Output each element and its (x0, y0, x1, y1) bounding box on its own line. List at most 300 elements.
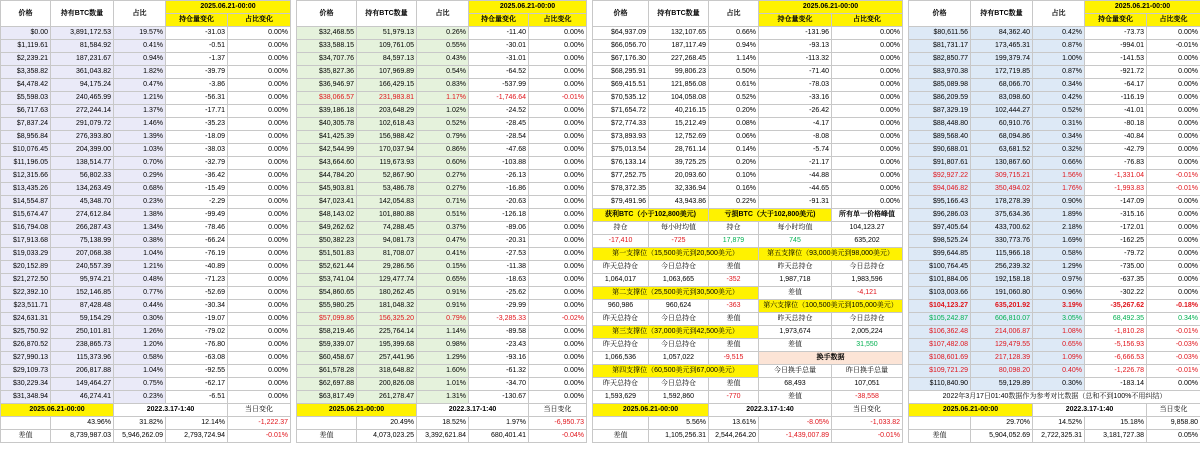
ratio-change-cell: -0.18% (1147, 300, 1200, 313)
price-cell: $16,794.08 (1, 222, 51, 235)
hold-change-cell: -6.51 (166, 391, 228, 404)
support-3-label: 第三支撑位（37,000美元到42,500美元） (593, 326, 759, 339)
hold-change-cell: -537.99 (469, 79, 529, 92)
btc-qty-cell: 102,618.43 (357, 118, 417, 131)
ratio-change-cell: 0.00% (529, 131, 587, 144)
data-row (1, 118, 291, 131)
btc-qty-cell: 102,444.27 (971, 105, 1033, 118)
data-row (297, 391, 587, 404)
loss-hourly-value: 745 (759, 235, 832, 248)
data-row (909, 79, 1200, 92)
hold-change-cell: -15.49 (166, 183, 228, 196)
loss-hourly-label: 每小时均值 (759, 222, 832, 235)
ratio-cell: 0.77% (114, 287, 166, 300)
hold-change-cell: -89.06 (469, 222, 529, 235)
ratio-cell: 0.70% (114, 157, 166, 170)
hold-change-cell: -31.03 (166, 27, 228, 40)
ratio-cell: 1.31% (417, 391, 469, 404)
header-ratio: 占比 (114, 1, 166, 27)
data-row (297, 352, 587, 365)
price-cell: $109,721.29 (909, 365, 971, 378)
price-cell: $15,674.47 (1, 209, 51, 222)
hold-change-cell: 68,492.35 (1085, 313, 1147, 326)
ratio-cell: 0.29% (114, 170, 166, 183)
sup2-today: 960,624 (649, 300, 709, 313)
ratio-cell: 0.97% (1033, 274, 1085, 287)
price-cell: $12,315.66 (1, 170, 51, 183)
hold-change-cell: -17.71 (166, 105, 228, 118)
header-date: 2025.06.21-00:00 (469, 1, 587, 14)
ratio-cell: 0.43% (417, 53, 469, 66)
price-cell: $99,644.85 (909, 248, 971, 261)
hold-change-cell: -30.01 (469, 40, 529, 53)
ratio-cell: 0.26% (417, 27, 469, 40)
hold-change-cell: -44.88 (759, 170, 832, 183)
price-cell: $70,535.12 (593, 92, 649, 105)
ratio-change-cell: 0.00% (228, 131, 291, 144)
ratio-change-cell: 0.00% (1147, 248, 1200, 261)
data-row (909, 131, 1200, 144)
btc-qty-cell: 87,428.48 (51, 300, 114, 313)
price-cell: $41,425.39 (297, 131, 357, 144)
btc-qty-cell: 94,081.73 (357, 235, 417, 248)
ratio-change-cell: 0.00% (529, 300, 587, 313)
price-cell: $48,143.02 (297, 209, 357, 222)
ratio-cell: 0.34% (1033, 131, 1085, 144)
col-diff: 差值 (709, 261, 759, 274)
hold-change-cell: -52.69 (166, 287, 228, 300)
ratio-cell: 0.58% (114, 352, 166, 365)
data-row (909, 339, 1200, 352)
btc-qty-cell: 227,268.45 (649, 53, 709, 66)
ratio-cell: 1.20% (114, 339, 166, 352)
footer-cell: -0.01% (832, 430, 903, 443)
ratio-change-cell: 0.00% (529, 209, 587, 222)
btc-qty-cell: 261,278.47 (357, 391, 417, 404)
data-row (1, 105, 291, 118)
support-2-label: 第二支撑位（25,500美元到30,500美元） (593, 287, 759, 300)
ratio-cell: 0.40% (1033, 365, 1085, 378)
btc-qty-cell: 29,286.56 (357, 261, 417, 274)
footer-cell: 680,401.41 (469, 430, 529, 443)
hold-change-cell: -130.67 (469, 391, 529, 404)
ratio-change-cell: 0.00% (1147, 118, 1200, 131)
hold-change-cell: -32.79 (166, 157, 228, 170)
sup6-today: 2,005,224 (832, 326, 903, 339)
footer-cell: 15.18% (1085, 417, 1147, 430)
ratio-change-cell: 0.00% (529, 66, 587, 79)
data-row (1, 235, 291, 248)
price-cell: $51,501.83 (297, 248, 357, 261)
ratio-change-cell: 0.00% (1147, 222, 1200, 235)
price-cell: $87,329.19 (909, 105, 971, 118)
header-ratio: 占比 (709, 1, 759, 27)
hold-change-cell: -99.49 (166, 209, 228, 222)
btc-qty-cell: 200,826.08 (357, 378, 417, 391)
hold-change-cell: -76.19 (166, 248, 228, 261)
hold-change-cell: -3.86 (166, 79, 228, 92)
hold-change-cell: -735.00 (1085, 261, 1147, 274)
btc-qty-cell: 350,494.02 (971, 183, 1033, 196)
ratio-cell: 1.38% (114, 209, 166, 222)
data-row (909, 157, 1200, 170)
hold-change-cell: -78.03 (759, 79, 832, 92)
ratio-change-cell: 0.00% (228, 235, 291, 248)
price-cell: $40,305.78 (297, 118, 357, 131)
hold-change-cell: -21.17 (759, 157, 832, 170)
price-cell: $62,697.88 (297, 378, 357, 391)
price-cell: $5,598.03 (1, 92, 51, 105)
btc-qty-cell: 15,212.49 (649, 118, 709, 131)
ratio-cell: 0.58% (1033, 248, 1085, 261)
ratio-change-cell: -0.01% (1147, 326, 1200, 339)
btc-qty-cell: 170,037.94 (357, 144, 417, 157)
ratio-cell: 1.09% (1033, 352, 1085, 365)
price-cell: $2,239.21 (1, 53, 51, 66)
btc-qty-cell: 606,810.07 (971, 313, 1033, 326)
footer-cell: 31.82% (114, 417, 166, 430)
hold-change-cell: -19.07 (166, 313, 228, 326)
block-1-body (1, 27, 291, 404)
hold-change-cell: -33.16 (759, 92, 832, 105)
price-cell: $64,937.09 (593, 27, 649, 40)
btc-qty-cell: 250,101.81 (51, 326, 114, 339)
ratio-change-cell: 0.00% (832, 27, 903, 40)
ratio-cell: 1.21% (114, 261, 166, 274)
ratio-change-cell: 0.00% (529, 183, 587, 196)
data-row (909, 222, 1200, 235)
btc-qty-cell: 32,336.94 (649, 183, 709, 196)
profit-hold-value: -17,410 (593, 235, 649, 248)
data-row (593, 183, 903, 196)
data-row (1, 66, 291, 79)
footer-day-change: 当日变化 (1147, 404, 1200, 417)
ratio-cell: 0.38% (114, 235, 166, 248)
hold-change-cell: -2.29 (166, 196, 228, 209)
btc-qty-cell: 84,597.13 (357, 53, 417, 66)
data-row (909, 66, 1200, 79)
btc-qty-cell: 75,138.99 (51, 235, 114, 248)
data-row (909, 274, 1200, 287)
data-row (1, 261, 291, 274)
ratio-cell: 0.66% (709, 27, 759, 40)
header-price: 价格 (909, 1, 971, 27)
btc-qty-cell: 12,752.69 (649, 131, 709, 144)
footer-cell: 20.49% (357, 417, 417, 430)
data-row (909, 105, 1200, 118)
btc-qty-cell: 207,068.38 (51, 248, 114, 261)
price-cell: $86,209.59 (909, 92, 971, 105)
footer-cell: 5,946,262.09 (114, 430, 166, 443)
ratio-cell: 1.00% (1033, 53, 1085, 66)
hold-change-cell: -61.32 (469, 365, 529, 378)
ratio-cell: 0.20% (709, 157, 759, 170)
header-btc-qty: 持有BTC数量 (649, 1, 709, 27)
ratio-change-cell: 0.00% (832, 183, 903, 196)
data-row (909, 209, 1200, 222)
price-cell: $73,893.93 (593, 131, 649, 144)
btc-qty-cell: 181,048.32 (357, 300, 417, 313)
hold-change-cell: -40.84 (1085, 131, 1147, 144)
footer-date-b: 2022.3.17-1:40 (709, 404, 832, 417)
footer-cell (297, 417, 357, 430)
ratio-cell: 0.51% (417, 209, 469, 222)
price-cell: $57,099.86 (297, 313, 357, 326)
ratio-change-cell: 0.00% (1147, 378, 1200, 391)
ratio-cell: 1.21% (114, 92, 166, 105)
price-cell: $52,621.44 (297, 261, 357, 274)
ratio-cell: 0.41% (114, 40, 166, 53)
ratio-change-cell: 0.00% (832, 118, 903, 131)
hold-change-cell: -6,666.53 (1085, 352, 1147, 365)
data-row (297, 79, 587, 92)
ratio-cell: 0.27% (417, 170, 469, 183)
ratio-cell: 1.17% (417, 92, 469, 105)
hold-change-cell: -35,267.62 (1085, 300, 1147, 313)
data-row (1, 352, 291, 365)
btc-qty-cell: 152,146.85 (51, 287, 114, 300)
footer-date-b: 2022.3.17-1:40 (114, 404, 228, 417)
btc-qty-cell: 172,719.85 (971, 66, 1033, 79)
hold-change-cell: -315.16 (1085, 209, 1147, 222)
ratio-cell: 0.79% (417, 313, 469, 326)
price-cell: $25,750.92 (1, 326, 51, 339)
sup2-diff: -363 (709, 300, 759, 313)
btc-qty-cell: 309,715.21 (971, 170, 1033, 183)
ratio-change-cell: 0.00% (228, 352, 291, 365)
ratio-cell: 0.91% (417, 287, 469, 300)
price-cell: $78,372.35 (593, 183, 649, 196)
ratio-cell: 0.65% (417, 274, 469, 287)
header-ratio-change: 占比变化 (228, 14, 291, 27)
btc-qty-cell: 142,054.83 (357, 196, 417, 209)
ratio-change-cell: 0.00% (529, 40, 587, 53)
ratio-cell: 3.05% (1033, 313, 1085, 326)
ratio-change-cell: 0.00% (228, 53, 291, 66)
col-today: 今日总持仓 (649, 313, 709, 326)
footer-cell: 18.52% (417, 417, 469, 430)
footer-cell: 8,739,987.03 (51, 430, 114, 443)
ratio-change-cell: -0.01% (1147, 170, 1200, 183)
ratio-change-cell: 0.00% (529, 326, 587, 339)
btc-qty-cell: 214,006.87 (971, 326, 1033, 339)
ratio-change-cell: 0.00% (832, 131, 903, 144)
price-cell: $42,544.99 (297, 144, 357, 157)
footer-date-a: 2025.06.21-00:00 (297, 404, 417, 417)
price-cell: $45,903.81 (297, 183, 357, 196)
ratio-change-cell: 0.00% (228, 105, 291, 118)
hold-change-cell: -103.88 (469, 157, 529, 170)
hold-change-cell: -42.79 (1085, 144, 1147, 157)
ratio-cell: 3.19% (1033, 300, 1085, 313)
btc-qty-cell: 204,399.00 (51, 144, 114, 157)
btc-qty-cell: 60,910.76 (971, 118, 1033, 131)
hold-change-cell: -47.68 (469, 144, 529, 157)
block-4-body (909, 27, 1200, 391)
peak-value-2: 635,202 (832, 235, 903, 248)
header-ratio: 占比 (1033, 1, 1085, 27)
hold-change-cell: -71.23 (166, 274, 228, 287)
btc-qty-cell: 39,725.25 (649, 157, 709, 170)
btc-qty-cell: 132,107.65 (649, 27, 709, 40)
footer-cell: 差值 (909, 430, 971, 443)
ratio-cell: 0.75% (114, 378, 166, 391)
support-4-label: 第四支撑位（60,500美元到67,000美元） (593, 365, 759, 378)
ratio-change-cell: 0.00% (1147, 92, 1200, 105)
block-1-table (0, 0, 291, 443)
sup3-yesterday: 1,066,536 (593, 352, 649, 365)
data-row (593, 105, 903, 118)
btc-qty-cell: 635,201.92 (971, 300, 1033, 313)
price-cell: $35,827.36 (297, 66, 357, 79)
data-row (593, 196, 903, 209)
price-cell: $27,990.13 (1, 352, 51, 365)
sup5-yesterday: 1,987,718 (759, 274, 832, 287)
data-row (909, 326, 1200, 339)
data-row (909, 261, 1200, 274)
col-yesterday: 昨天总持仓 (759, 261, 832, 274)
data-row (297, 105, 587, 118)
ratio-cell: 0.65% (1033, 339, 1085, 352)
data-row (593, 40, 903, 53)
header-hold-change: 持仓量变化 (1085, 14, 1147, 27)
price-cell: $71,654.72 (593, 105, 649, 118)
price-cell: $58,219.46 (297, 326, 357, 339)
btc-qty-cell: 375,634.36 (971, 209, 1033, 222)
btc-qty-cell: 361,043.82 (51, 66, 114, 79)
footer-cell: -8.05% (759, 417, 832, 430)
data-row (297, 261, 587, 274)
btc-qty-cell: 43,943.86 (649, 196, 709, 209)
col-diff: 差值 (759, 391, 832, 404)
ratio-change-cell: 0.00% (228, 222, 291, 235)
ratio-cell: 1.29% (1033, 261, 1085, 274)
col-diff: 差值 (759, 287, 832, 300)
ratio-cell: 0.23% (114, 391, 166, 404)
data-row (909, 183, 1200, 196)
btc-qty-cell: 134,263.49 (51, 183, 114, 196)
data-row (593, 79, 903, 92)
data-row (297, 222, 587, 235)
hold-change-cell: -147.09 (1085, 196, 1147, 209)
hold-change-cell: -92.55 (166, 365, 228, 378)
ratio-cell: 1.60% (417, 365, 469, 378)
hold-change-cell: -36.42 (166, 170, 228, 183)
ratio-change-cell: 0.00% (228, 300, 291, 313)
price-cell: $1,119.61 (1, 40, 51, 53)
ratio-change-cell: 0.00% (228, 287, 291, 300)
hold-change-cell: -1,226.78 (1085, 365, 1147, 378)
data-row (297, 339, 587, 352)
profit-hold-label: 持仓 (593, 222, 649, 235)
btc-qty-cell: 83,098.60 (971, 92, 1033, 105)
ratio-change-cell: 0.00% (529, 157, 587, 170)
data-row (297, 274, 587, 287)
ratio-cell: 0.71% (417, 196, 469, 209)
price-cell: $53,741.04 (297, 274, 357, 287)
data-row (297, 144, 587, 157)
ratio-cell: 0.87% (1033, 66, 1085, 79)
btc-qty-cell: 63,681.52 (971, 144, 1033, 157)
support-5-label: 第五支撑位（93,000美元到98,000美元） (759, 248, 903, 261)
swap-label: 换手数据 (759, 352, 903, 365)
price-cell: $39,186.18 (297, 105, 357, 118)
col-swap-today: 今日换手总量 (759, 365, 832, 378)
ratio-change-cell: 0.00% (228, 261, 291, 274)
sup4-diff: -770 (709, 391, 759, 404)
btc-qty-cell: 45,348.70 (51, 196, 114, 209)
ratio-change-cell: 0.00% (529, 196, 587, 209)
col-yesterday: 昨天总持仓 (593, 313, 649, 326)
btc-qty-cell: 433,700.62 (971, 222, 1033, 235)
price-cell: $17,913.68 (1, 235, 51, 248)
hold-change-cell: -20.63 (469, 196, 529, 209)
btc-qty-cell: 180,262.45 (357, 287, 417, 300)
data-row (1, 40, 291, 53)
ratio-cell: 0.44% (114, 300, 166, 313)
hold-change-cell: -73.73 (1085, 27, 1147, 40)
footer-cell: 13.61% (709, 417, 759, 430)
ratio-cell: 0.27% (417, 183, 469, 196)
ratio-change-cell: 0.00% (228, 313, 291, 326)
col-yesterday: 昨天总持仓 (593, 261, 649, 274)
hold-change-cell: -11.40 (469, 27, 529, 40)
ratio-change-cell: 0.00% (1147, 27, 1200, 40)
price-cell: $107,482.08 (909, 339, 971, 352)
ratio-cell: 0.79% (417, 131, 469, 144)
sup1-yesterday: 1,064,017 (593, 274, 649, 287)
hold-change-cell: -34.70 (469, 378, 529, 391)
price-cell: $77,252.75 (593, 170, 649, 183)
data-row (593, 66, 903, 79)
hold-change-cell: -56.31 (166, 92, 228, 105)
footer-cell: -1,222.37 (228, 417, 291, 430)
ratio-cell: 1.69% (1033, 235, 1085, 248)
ratio-cell: 0.48% (114, 274, 166, 287)
data-row (1, 339, 291, 352)
ratio-change-cell: 0.00% (529, 378, 587, 391)
ratio-cell: 0.87% (1033, 40, 1085, 53)
btc-qty-cell: 217,128.39 (971, 352, 1033, 365)
ratio-change-cell: 0.00% (1147, 105, 1200, 118)
btc-qty-cell: 81,708.07 (357, 248, 417, 261)
hold-change-cell: -8.08 (759, 131, 832, 144)
price-cell: $60,458.67 (297, 352, 357, 365)
data-row (297, 118, 587, 131)
ratio-cell: 0.42% (1033, 92, 1085, 105)
ratio-cell: 0.66% (1033, 157, 1085, 170)
footer-cell: 4,073,023.25 (357, 430, 417, 443)
hold-change-cell: -64.52 (469, 66, 529, 79)
ratio-cell: 1.04% (114, 365, 166, 378)
data-row (1, 79, 291, 92)
footer-cell: 1.97% (469, 417, 529, 430)
header-btc-qty: 持有BTC数量 (51, 1, 114, 27)
btc-qty-cell: 199,379.74 (971, 53, 1033, 66)
sup6-diff: 31,550 (832, 339, 903, 352)
hold-change-cell: -91.31 (759, 196, 832, 209)
footer-cell: -6,950.73 (529, 417, 587, 430)
hold-change-cell: -29.99 (469, 300, 529, 313)
hold-change-cell: -79.02 (166, 326, 228, 339)
ratio-change-cell: 0.00% (832, 66, 903, 79)
btc-qty-cell: 121,856.08 (649, 79, 709, 92)
btc-qty-cell: 53,486.78 (357, 183, 417, 196)
ratio-cell: 0.94% (709, 40, 759, 53)
data-row (297, 170, 587, 183)
btc-qty-cell: 20,093.60 (649, 170, 709, 183)
data-row (909, 352, 1200, 365)
